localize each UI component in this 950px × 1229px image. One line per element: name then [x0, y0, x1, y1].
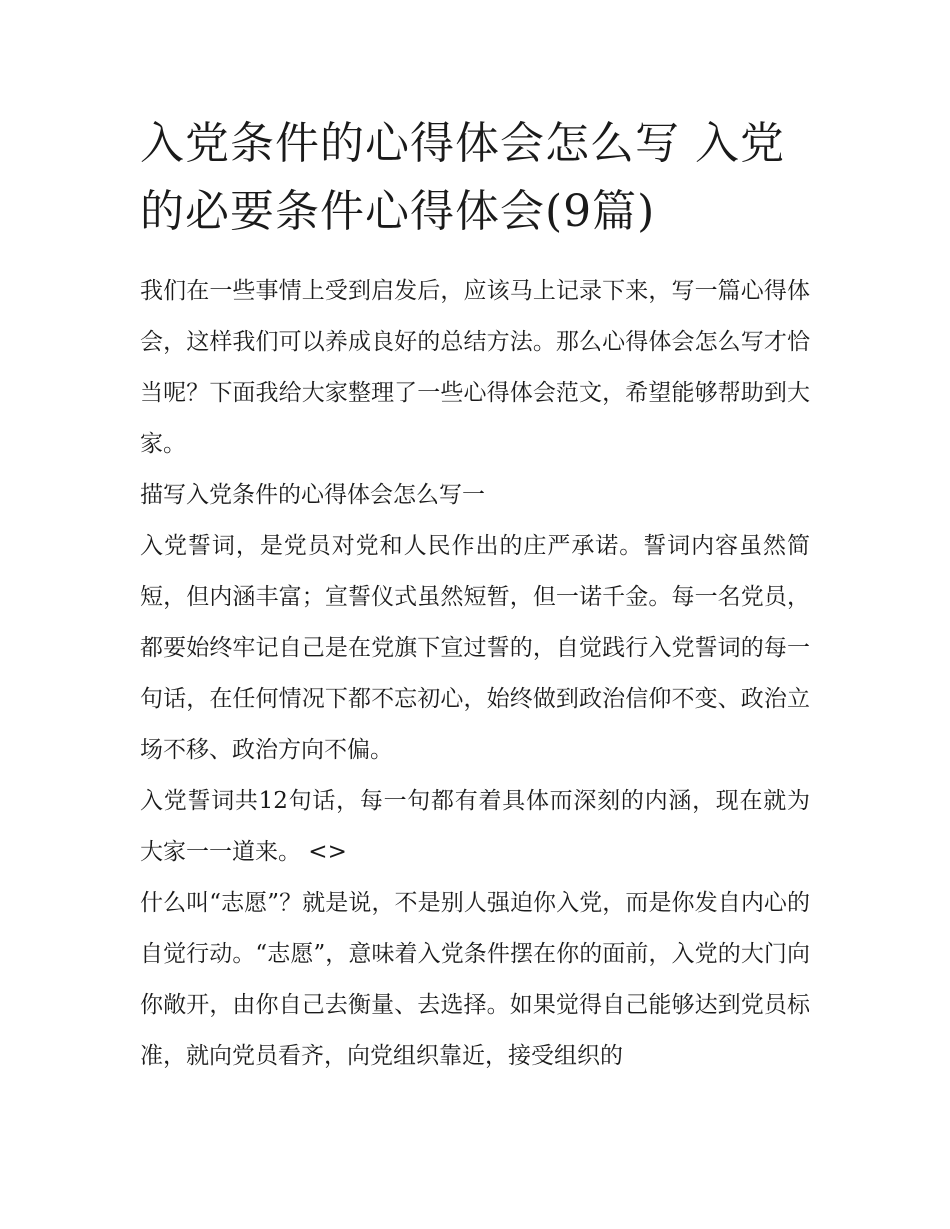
volunteer-paragraph: 什么叫“志愿”？就是说，不是别人强迫你入党，而是你发自内心的自觉行动。“志愿”，意味着入党条件摆在你的面前，入党的大门向你敞开，由你自己去衡量、去选择。如果觉得自己能够达到党员标准，就向党员看齐，向党组织靠近，接受组织的	[140, 890, 810, 1069]
oath-paragraph: 入党誓词，是党员对党和人民作出的庄严承诺。誓词内容虽然简短，但内涵丰富；宣誓仪式虽然短暂，但一诺千金。每一名党员，都要始终牢记自己是在党旗下宣过誓的，自觉践行入党誓词的每一句话，在任何情况下都不忘初心，始终做到政治信仰不变、政治立场不移、政治方向不偏。	[140, 533, 810, 763]
intro-paragraph: 我们在一些事情上受到启发后，应该马上记录下来，写一篇心得体会，这样我们可以养成良好的总结方法。那么心得体会怎么写才恰当呢？下面我给大家整理了一些心得体会范文，希望能够帮助到大家。	[140, 278, 810, 457]
section-heading: 描写入党条件的心得体会怎么写一	[140, 482, 485, 508]
oath-count-paragraph: 入党誓词共12句话，每一句都有着具体而深刻的内涵，现在就为大家一一道来。 <>	[140, 788, 810, 865]
document-title: 入党条件的心得体会怎么写 入党的必要条件心得体会(9篇)	[140, 118, 785, 237]
